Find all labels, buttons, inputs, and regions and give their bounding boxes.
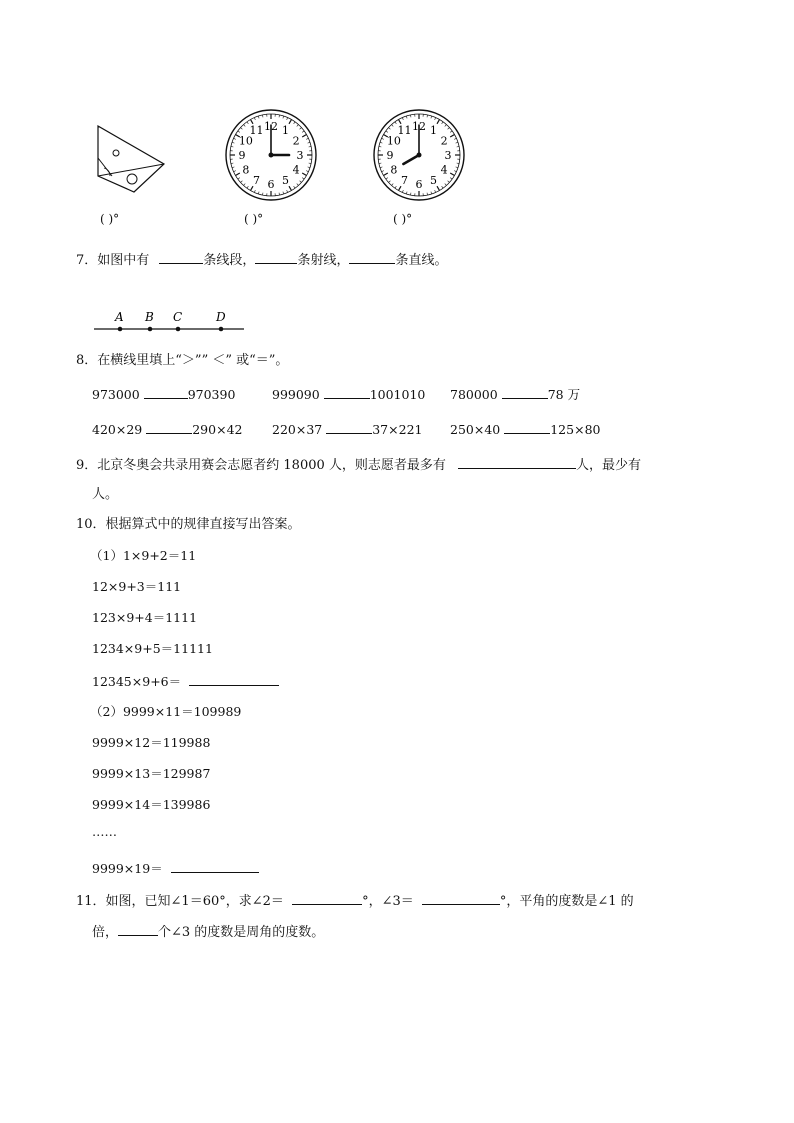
q10-line: （1）1×9+2＝11 xyxy=(90,548,197,563)
triangle-angle-answer: ( )° xyxy=(100,212,120,226)
q9-line1: 9．北京冬奥会共录用赛会志愿者约 18000 人，则志愿者最多有 人，最少有 xyxy=(76,454,641,475)
clock-number: 4 xyxy=(292,163,300,177)
q11-line1: 11．如图，已知∠1＝60°，求∠2＝ °，∠3＝ °，平角的度数是∠1 的 xyxy=(76,890,634,911)
q10-line: 9999×14＝139986 xyxy=(92,797,211,812)
clock-number: 11 xyxy=(397,123,412,137)
clock-number: 12 xyxy=(412,120,426,133)
q10-line: 123×9+4＝1111 xyxy=(92,610,198,625)
q8-blank[interactable] xyxy=(144,384,188,399)
q10-line: （2）9999×11＝109989 xyxy=(90,704,242,719)
q8-row1-item1: 973000 970390 xyxy=(92,384,235,404)
q10-line: 1234×9+5＝11111 xyxy=(92,641,213,656)
q10-line: 9999×19＝ xyxy=(92,858,259,878)
q8-row2-item1: 420×29 290×42 xyxy=(92,419,242,439)
q8-blank[interactable] xyxy=(324,384,370,399)
q9-max-blank[interactable] xyxy=(458,454,576,469)
q7-part2: 条射线， xyxy=(297,253,350,268)
q11-line2: 倍， 个∠3 的度数是周角的度数。 xyxy=(92,921,324,942)
clock2-angle-answer: ( )° xyxy=(393,212,413,226)
q7-part1: 条线段， xyxy=(203,253,256,268)
q9-line2: 人。 xyxy=(92,487,119,502)
q10-line: 9999×13＝129987 xyxy=(92,766,211,781)
q7-line-blank[interactable] xyxy=(349,249,395,264)
clock-number: 2 xyxy=(292,134,300,148)
clock-number: 4 xyxy=(440,163,448,177)
q7-segment-blank[interactable] xyxy=(159,249,203,264)
point-label-b: B xyxy=(145,310,154,324)
clock-number: 10 xyxy=(238,134,253,148)
clock-number: 6 xyxy=(415,178,423,191)
q8-blank[interactable] xyxy=(504,419,550,434)
clock-number: 2 xyxy=(440,134,448,148)
q8-blank[interactable] xyxy=(502,384,548,399)
q8-title: 8．在横线里填上“＞”” ＜” 或“＝”。 xyxy=(76,353,289,368)
clock-number: 12 xyxy=(264,120,278,133)
clock-number: 3 xyxy=(444,149,452,162)
clock-number: 8 xyxy=(242,163,250,177)
q8-row1-item3: 780000 78 万 xyxy=(450,384,580,404)
q10-title: 10．根据算式中的规律直接写出答案。 xyxy=(76,517,301,532)
clock-number: 11 xyxy=(249,123,264,137)
q8-blank[interactable] xyxy=(326,419,372,434)
q11-angle3-blank[interactable] xyxy=(422,890,500,905)
q11-angle2-blank[interactable] xyxy=(292,890,362,905)
clock-number: 1 xyxy=(430,123,437,137)
q8-blank[interactable] xyxy=(146,419,192,434)
q10-answer-blank-1[interactable] xyxy=(189,671,279,686)
clock-number: 3 xyxy=(296,149,304,162)
q7-text xyxy=(76,249,447,270)
clock1-angle-answer: ( )° xyxy=(244,212,264,226)
q7-line-figure xyxy=(90,308,246,336)
clock-number: 10 xyxy=(386,134,401,148)
q8-row2-item2: 220×37 37×221 xyxy=(272,419,422,439)
clock-number: 9 xyxy=(238,149,246,162)
clock-number: 7 xyxy=(401,174,408,188)
q10-line: 12345×9+6＝ xyxy=(92,671,279,691)
q10-line: …… xyxy=(92,824,117,839)
point-label-d: D xyxy=(216,310,226,324)
folded-triangle-figure xyxy=(90,120,170,200)
q11-count-blank[interactable] xyxy=(118,921,158,936)
q7-prefix: 7．如图中有 xyxy=(76,253,150,268)
clock-number: 9 xyxy=(386,149,394,162)
q10-line: 12×9+3＝111 xyxy=(92,579,182,594)
clock-face-3-oclock xyxy=(224,108,318,202)
clock-number: 7 xyxy=(253,174,260,188)
q8-row2-item3: 250×40 125×80 xyxy=(450,419,600,439)
point-label-c: C xyxy=(173,310,183,324)
point-label-a: A xyxy=(115,310,124,324)
q7-part3: 条直线。 xyxy=(395,253,448,268)
q10-answer-blank-2[interactable] xyxy=(171,858,259,873)
q8-row1-item2: 999090 1001010 xyxy=(272,384,425,404)
clock-number: 5 xyxy=(282,174,289,188)
clock-number: 1 xyxy=(282,123,289,137)
clock-face-8-oclock xyxy=(372,108,466,202)
clock-number: 5 xyxy=(430,174,437,188)
q7-ray-blank[interactable] xyxy=(255,249,297,264)
clock-number: 6 xyxy=(267,178,275,191)
clock-number: 8 xyxy=(390,163,398,177)
q10-line: 9999×12＝119988 xyxy=(92,735,211,750)
